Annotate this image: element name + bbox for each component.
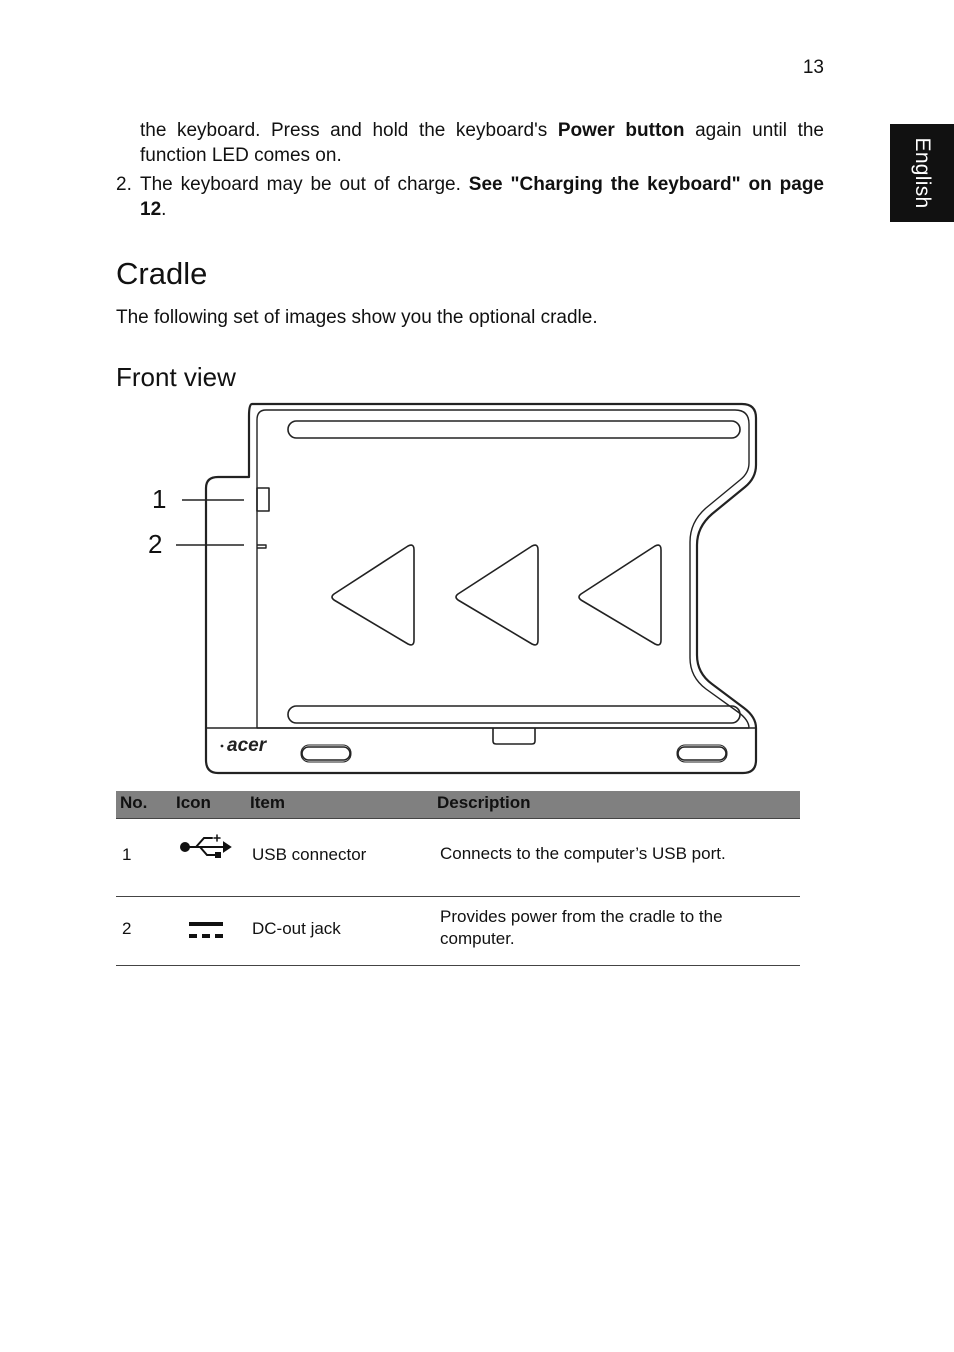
- row-no: 2: [122, 919, 132, 938]
- language-tab-label: English: [911, 137, 934, 209]
- section-title: Cradle: [116, 256, 208, 291]
- language-tab: [890, 124, 954, 222]
- table-header: [116, 791, 800, 819]
- row-no: 1: [122, 845, 132, 864]
- table-row: [116, 897, 800, 966]
- usb-icon: [180, 833, 232, 861]
- row-item: DC-out jack: [252, 919, 341, 938]
- list-item-2: [140, 172, 824, 222]
- dc-out-icon: [188, 919, 224, 941]
- list-number: 2.: [116, 174, 132, 195]
- continuation-text: the keyboard. Press and hold the keyboard's: [140, 120, 558, 141]
- header-item: Item: [250, 793, 285, 812]
- power-button-label: Power button: [557, 120, 685, 141]
- cradle-front-view-illustration: [140, 398, 770, 778]
- table-row: [116, 819, 800, 897]
- row-item: USB connector: [252, 845, 367, 864]
- components-table: [116, 791, 800, 966]
- page-number: 13: [802, 57, 824, 78]
- callout-1: 1: [152, 484, 167, 514]
- row-description: Connects to the computer’s USB port.: [440, 844, 726, 863]
- section-intro: The following set of images show you the optional cradle.: [116, 307, 598, 328]
- continuation-paragraph: [140, 118, 824, 168]
- charging-reference: See "Charging the keyboard" on page 12: [140, 174, 824, 220]
- header-no: No.: [120, 793, 148, 812]
- continuation-text-end: again until the function LED comes on.: [140, 120, 824, 166]
- header-description: Description: [437, 793, 531, 812]
- callout-2: 2: [148, 529, 163, 559]
- list-item-text: The keyboard may be out of charge.: [140, 174, 469, 195]
- list-item-end: .: [161, 199, 167, 220]
- acer-logo: acer: [227, 735, 267, 756]
- row-description: Provides power from the cradle to the computer.: [440, 907, 723, 948]
- subsection-title: Front view: [116, 362, 236, 392]
- header-icon: Icon: [176, 793, 211, 812]
